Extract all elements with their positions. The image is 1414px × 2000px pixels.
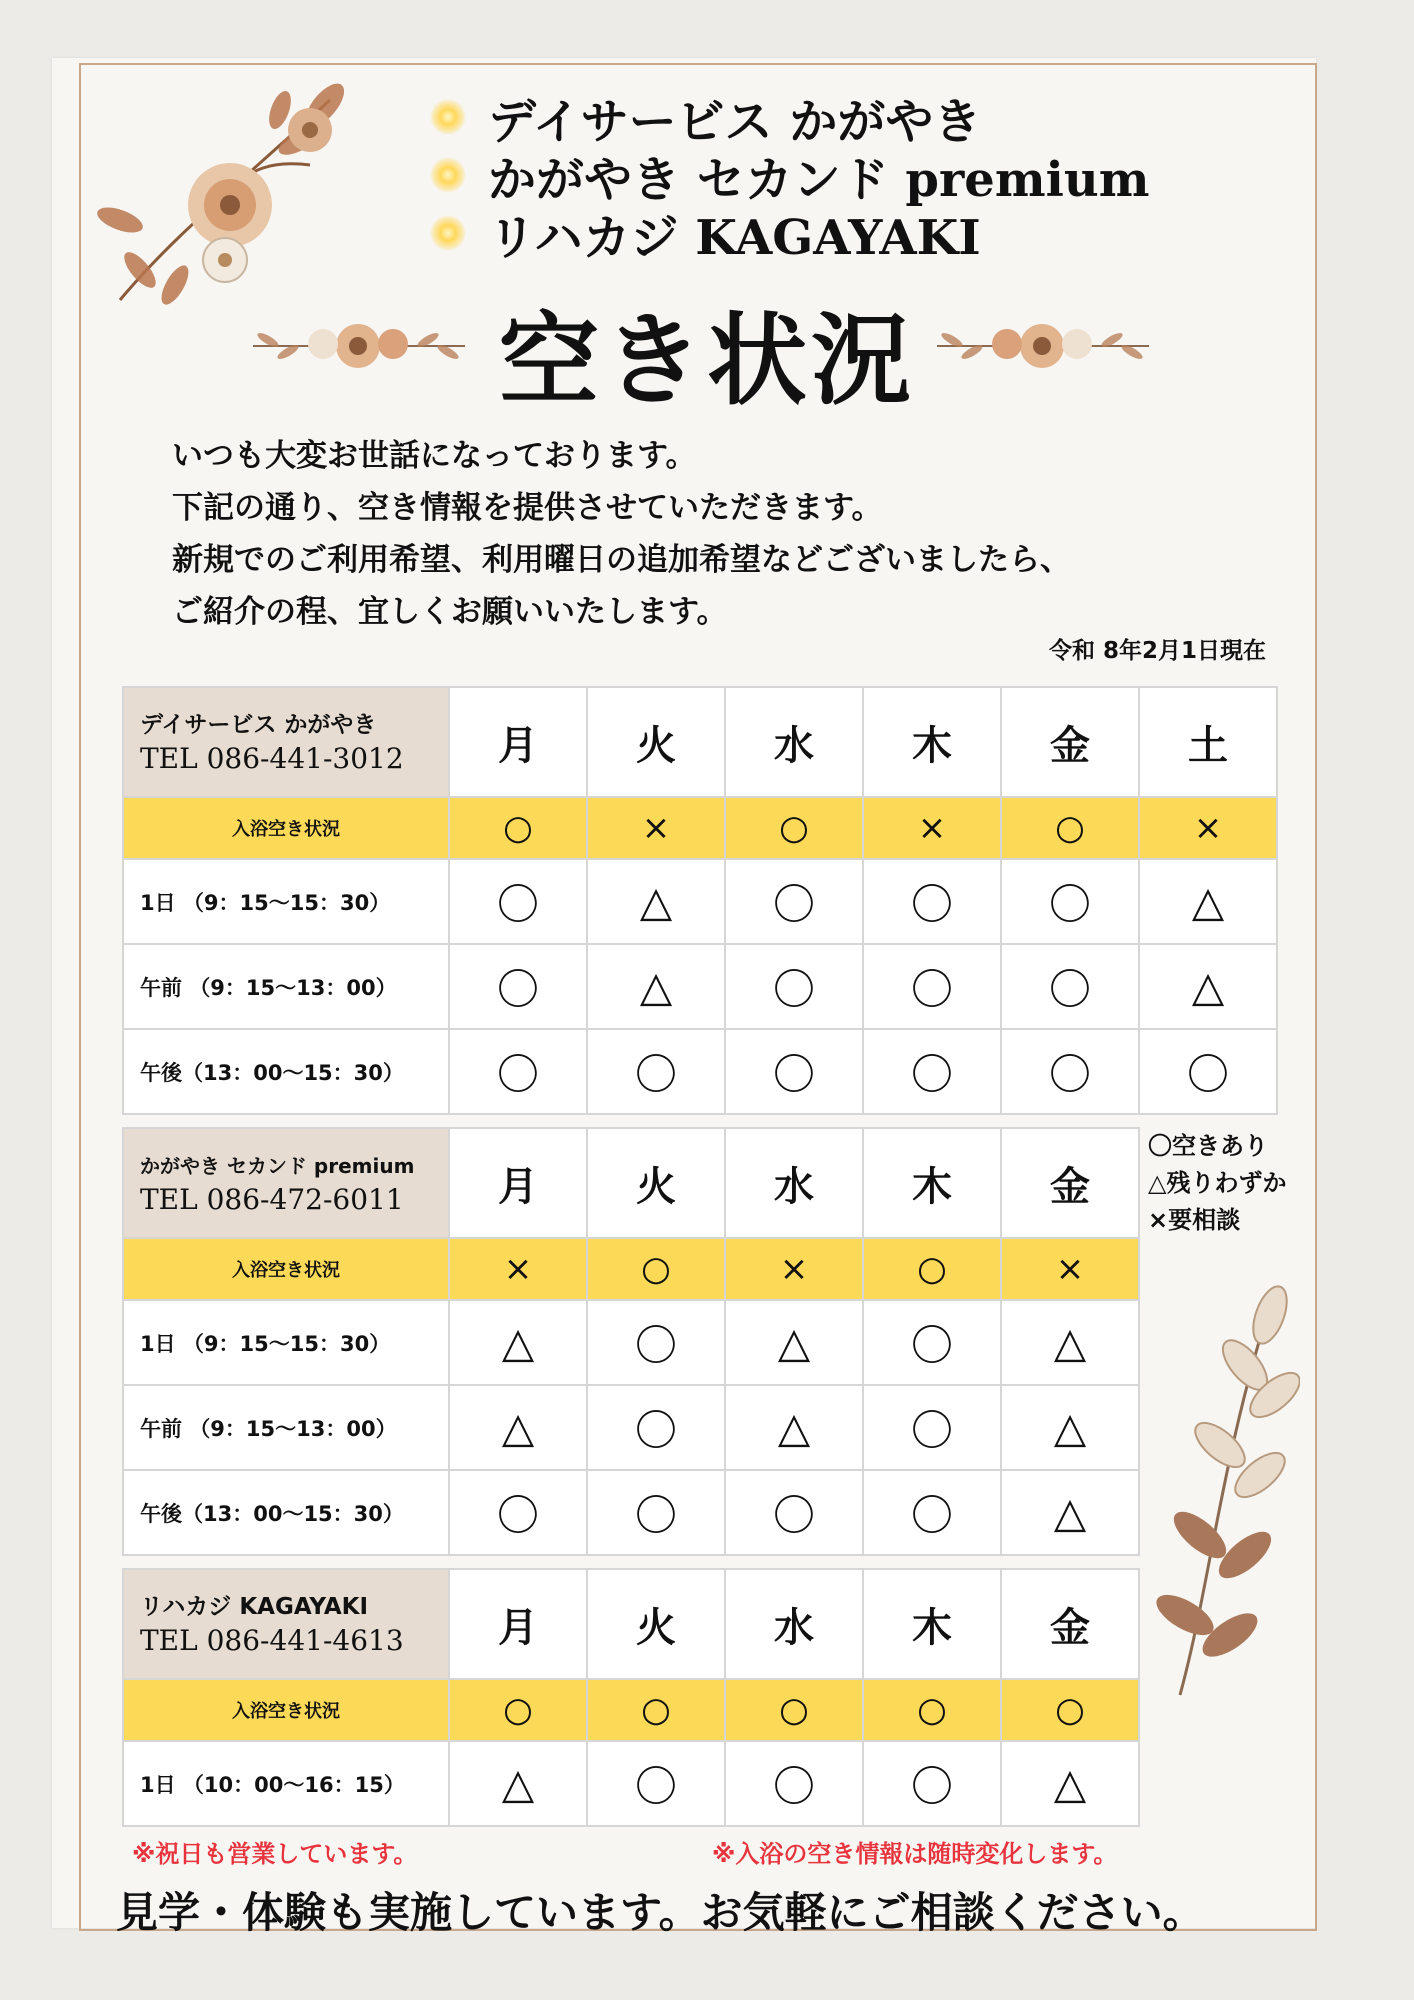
availability-mark: 〇 — [863, 944, 1001, 1029]
table-header-row — [123, 1128, 1139, 1238]
bath-row-label: 入浴空き状況 — [123, 1679, 449, 1741]
facility-cell — [123, 1569, 449, 1679]
facility-titles — [430, 88, 1150, 266]
time-slot-label: 1日 （10：00〜16：15） — [123, 1741, 449, 1826]
facility-name: かがやき セカンド premium — [140, 1154, 415, 1178]
schedule-table-3 — [122, 1568, 1140, 1827]
availability-mark: △ — [449, 1741, 587, 1826]
legend-consult: ×要相談 — [1148, 1206, 1241, 1234]
bath-mark: × — [587, 797, 725, 859]
bath-mark: ○ — [1001, 1679, 1139, 1741]
bath-availability-row — [123, 1679, 1139, 1741]
availability-mark: 〇 — [1001, 944, 1139, 1029]
availability-mark: 〇 — [587, 1029, 725, 1114]
availability-mark: 〇 — [587, 1470, 725, 1555]
table-row — [123, 859, 1277, 944]
availability-mark: 〇 — [449, 1029, 587, 1114]
greeting-text: いつも大変お世話になっております。 下記の通り、空き情報を提供させていただきます。 新規でのご利用希望、利用曜日の追加希望などございましたら、 ご紹介の程、宜しくお願いいたします。 — [172, 438, 1071, 630]
availability-mark: △ — [587, 859, 725, 944]
availability-mark: 〇 — [725, 1029, 863, 1114]
holiday-note: ※祝日も営業しています。 — [132, 1840, 418, 1868]
availability-mark: 〇 — [863, 1029, 1001, 1114]
legend-available: 〇空きあり — [1148, 1132, 1268, 1160]
facility-cell — [123, 1128, 449, 1238]
facility-name: デイサービス かがやき — [140, 712, 377, 738]
bath-availability-row — [123, 797, 1277, 859]
table-row — [123, 1470, 1139, 1555]
facility-cell — [123, 687, 449, 797]
as-of-date: 令和 8年2月1日現在 — [1048, 638, 1266, 664]
facility-title-2: かがやき セカンド premium — [430, 146, 1150, 204]
facility-tel: TEL 086-441-3012 — [140, 742, 404, 775]
schedule-table-1 — [122, 686, 1278, 1115]
availability-mark: 〇 — [449, 859, 587, 944]
time-slot-label: 午後（13：00〜15：30） — [123, 1029, 449, 1114]
availability-mark: 〇 — [449, 1470, 587, 1555]
availability-mark: △ — [1001, 1470, 1139, 1555]
day-header: 金 — [1001, 1569, 1139, 1679]
time-slot-label: 午前 （9：15〜13：00） — [123, 1385, 449, 1470]
leaf-branch-right-icon — [1150, 1285, 1300, 1705]
bath-mark: ○ — [449, 797, 587, 859]
day-header: 月 — [449, 687, 587, 797]
bath-mark: × — [1139, 797, 1277, 859]
sparkle-icon — [430, 157, 466, 193]
time-slot-label: 1日 （9：15〜15：30） — [123, 859, 449, 944]
table-row — [123, 1300, 1139, 1385]
availability-mark: 〇 — [587, 1385, 725, 1470]
bath-availability-row — [123, 1238, 1139, 1300]
table-row — [123, 944, 1277, 1029]
availability-mark: 〇 — [1139, 1029, 1277, 1114]
day-header: 木 — [863, 1569, 1001, 1679]
facility-name: リハカジ KAGAYAKI — [140, 1594, 369, 1620]
time-slot-label: 午前 （9：15〜13：00） — [123, 944, 449, 1029]
availability-mark: 〇 — [863, 1385, 1001, 1470]
availability-mark: △ — [1139, 944, 1277, 1029]
availability-mark: △ — [449, 1300, 587, 1385]
day-header: 火 — [587, 687, 725, 797]
day-header: 水 — [725, 687, 863, 797]
bath-mark: ○ — [587, 1679, 725, 1741]
legend-few-left: △残りわずか — [1148, 1169, 1287, 1197]
availability-mark: 〇 — [725, 859, 863, 944]
bath-mark: ○ — [725, 797, 863, 859]
availability-mark: 〇 — [1001, 859, 1139, 944]
bath-mark: ○ — [863, 1679, 1001, 1741]
bath-row-label: 入浴空き状況 — [123, 1238, 449, 1300]
availability-mark: △ — [449, 1385, 587, 1470]
availability-mark: 〇 — [587, 1300, 725, 1385]
bath-mark: ○ — [587, 1238, 725, 1300]
availability-mark: △ — [1001, 1385, 1139, 1470]
bath-mark: × — [1001, 1238, 1139, 1300]
bath-note: ※入浴の空き情報は随時変化します。 — [712, 1840, 1118, 1868]
availability-mark: 〇 — [863, 1741, 1001, 1826]
availability-mark: 〇 — [725, 944, 863, 1029]
availability-mark: △ — [725, 1385, 863, 1470]
availability-mark: 〇 — [587, 1741, 725, 1826]
availability-mark: 〇 — [863, 1470, 1001, 1555]
facility-title-3: リハカジ KAGAYAKI — [430, 204, 1150, 262]
availability-mark: 〇 — [863, 1300, 1001, 1385]
time-slot-label: 1日 （9：15〜15：30） — [123, 1300, 449, 1385]
sparkle-icon — [430, 99, 466, 135]
table-row — [123, 1029, 1277, 1114]
bath-mark: ○ — [449, 1679, 587, 1741]
availability-mark: △ — [1001, 1741, 1139, 1826]
day-header: 木 — [863, 1128, 1001, 1238]
table-row — [123, 1385, 1139, 1470]
table-row — [123, 1741, 1139, 1826]
facility-tel: TEL 086-472-6011 — [140, 1183, 404, 1216]
day-header: 火 — [587, 1569, 725, 1679]
availability-mark: 〇 — [725, 1741, 863, 1826]
bath-mark: × — [863, 797, 1001, 859]
legend — [1148, 1128, 1286, 1239]
availability-mark: 〇 — [725, 1470, 863, 1555]
bath-mark: ○ — [863, 1238, 1001, 1300]
day-header: 水 — [725, 1128, 863, 1238]
availability-mark: △ — [587, 944, 725, 1029]
availability-mark: △ — [725, 1300, 863, 1385]
table-header-row — [123, 687, 1277, 797]
day-header: 月 — [449, 1128, 587, 1238]
bath-row-label: 入浴空き状況 — [123, 797, 449, 859]
day-header: 水 — [725, 1569, 863, 1679]
day-header: 火 — [587, 1128, 725, 1238]
page-title: 空き状況 — [499, 302, 915, 419]
availability-mark: △ — [1139, 859, 1277, 944]
bath-mark: × — [449, 1238, 587, 1300]
schedule-table-2 — [122, 1127, 1140, 1556]
bath-mark: ○ — [725, 1679, 863, 1741]
availability-mark: 〇 — [449, 944, 587, 1029]
day-header: 金 — [1001, 1128, 1139, 1238]
bath-mark: × — [725, 1238, 863, 1300]
facility-title-1: デイサービス かがやき — [430, 88, 1150, 146]
sparkle-icon — [430, 215, 466, 251]
time-slot-label: 午後（13：00〜15：30） — [123, 1470, 449, 1555]
footer-message: 見学・体験も実施しています。お気軽にご相談ください。 — [116, 1888, 1205, 1937]
availability-mark: △ — [1001, 1300, 1139, 1385]
day-header: 金 — [1001, 687, 1139, 797]
availability-mark: 〇 — [863, 859, 1001, 944]
bath-mark: ○ — [1001, 797, 1139, 859]
day-header: 土 — [1139, 687, 1277, 797]
day-header: 月 — [449, 1569, 587, 1679]
table-header-row — [123, 1569, 1139, 1679]
day-header: 木 — [863, 687, 1001, 797]
facility-tel: TEL 086-441-4613 — [140, 1624, 404, 1657]
availability-mark: 〇 — [1001, 1029, 1139, 1114]
